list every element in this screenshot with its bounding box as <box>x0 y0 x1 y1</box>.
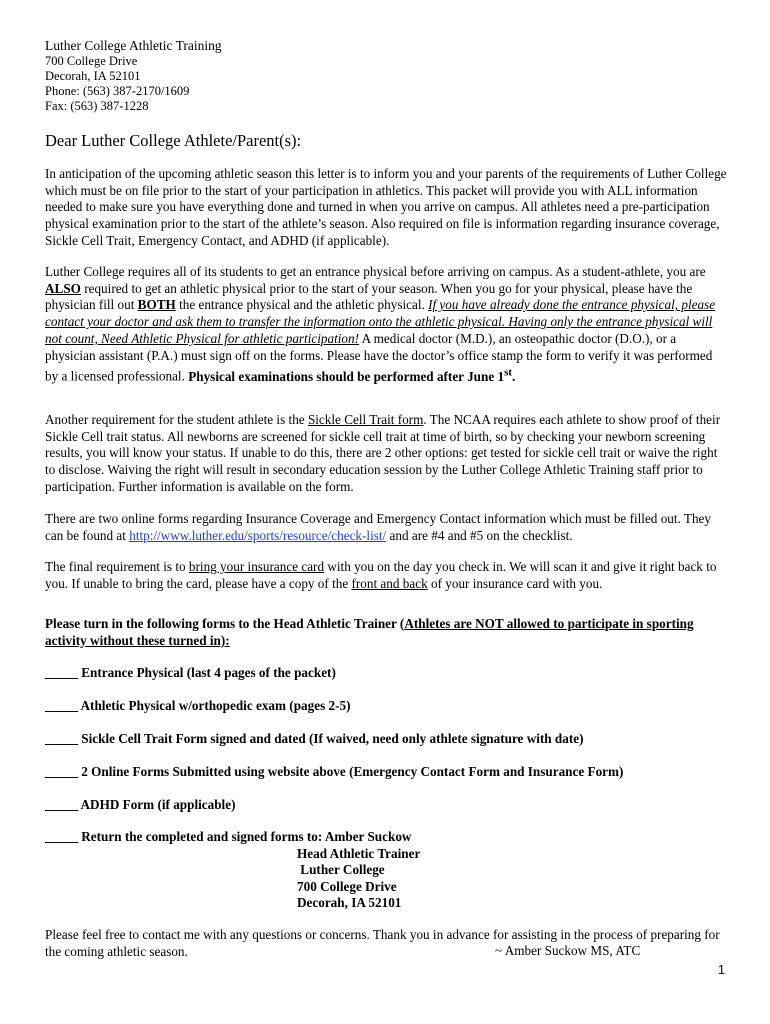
emphasis-also: ALSO <box>45 280 81 296</box>
return-address-org: Luther College <box>297 862 385 877</box>
text-span: Luther College requires all of its students to get an entrance physical before arriving on campus. As a student-athlete, you are <box>45 264 706 279</box>
text-span: and are #4 and #5 on the checklist. <box>386 527 573 543</box>
letterhead <box>45 38 445 114</box>
text-span: A medical doctor (M.D.), an osteopathic doctor (D.O.), or a physician assistant (P.A.) must sign off on the forms. Please have the doctor’s office stamp the form to verify it was performed by a licensed professional. <box>45 330 713 384</box>
insurance-card-emphasis: bring your insurance card <box>188 559 325 574</box>
text-span: Please turn in the following forms to the Head Athletic Trainer ( <box>45 616 405 631</box>
checklist-item: _____ ADHD Form (if applicable) <box>45 797 236 812</box>
return-address-street: 700 College Drive <box>297 879 397 894</box>
text-span: Another requirement for the student athlete is the <box>45 412 308 427</box>
instruction-warning: Athletes are NOT allowed to participate in sporting activity without these turned in): <box>45 616 694 648</box>
paragraph-physical <box>45 264 728 385</box>
paragraph-online-forms <box>45 511 728 544</box>
deadline-period: . <box>512 368 516 384</box>
page-number: 1 <box>718 963 725 977</box>
text-span: with you on the day you check in. We will scan it and give it right back to you. If unable to bring the card, please have a copy of the <box>45 559 717 591</box>
letterhead-phone: Phone: (563) 387-2170/1609 <box>45 84 190 98</box>
letterhead-street: 700 College Drive <box>45 54 138 68</box>
text-span: . The NCAA requires each athlete to show proof of their Sickle Cell trait status. All newborns are screened for sickle cell trait at time of birth, so by checking your newborn screening results, you will know your status. If unable to do this, there are 2 other options: get tested for sickle cell trait or waive the right to disclose. Waiving the right will result in secondary education session by the Luther College Athletic Training staff prior to participation. Further information is available on the form. <box>45 412 721 494</box>
letterhead-org: Luther College Athletic Training <box>45 38 222 53</box>
salutation: Dear Luther College Athlete/Parent(s): <box>45 131 302 150</box>
deadline-text: Physical examinations should be performed after June 1 <box>188 368 505 384</box>
text-span: The final requirement is to <box>45 559 189 574</box>
checklist-item: _____ Return the completed and signed forms to: Amber Suckow <box>45 829 412 844</box>
closing-paragraph: Please feel free to contact me with any questions or concerns. Thank you in advance for assisting in the process of preparing for the coming athletic season. <box>45 927 720 959</box>
ordinal-suffix: st <box>504 366 513 379</box>
signature: ~ Amber Suckow MS, ATC <box>495 943 641 958</box>
checklist-item: _____ Athletic Physical w/orthopedic exam (pages 2-5) <box>45 698 351 713</box>
paragraph-intro: In anticipation of the upcoming athletic season this letter is to inform you and your parents of the requirements of Luther College which must be on file prior to the start of your participation in athletics. This packet will provide you with ALL information needed to make sure you have everything done and turned in when you arrive on campus. All athletes need a pre-participation physical examination prior to the start of the athlete’s season. Also required on file is information regarding insurance coverage, Sickle Cell Trait, Emergency Contact, and ADHD (if applicable). <box>45 166 727 248</box>
instruction-heading <box>45 616 728 649</box>
checklist-item: _____ 2 Online Forms Submitted using website above (Emergency Contact Form and Insurance Form) <box>45 764 624 779</box>
italic-note: If you have already done the entrance physical, please contact your doctor and ask them to transfer the information onto the athletic physical. Having only the entrance physical will not count, Need Athletic Physical for athletic participation! <box>45 297 716 346</box>
text-span: required to get an athletic physical prior to the start of your season. When you go for your physical, please have the physician fill out <box>45 280 693 313</box>
text-span: There are two online forms regarding Insurance Coverage and Emergency Contact information which must be filled out. They can be found at <box>45 511 712 543</box>
checklist-url-link[interactable]: http://www.luther.edu/sports/resource/check-list/ <box>129 527 387 543</box>
emphasis-both: BOTH <box>137 297 176 313</box>
bold-deadline <box>188 366 516 384</box>
sickle-cell-form-link: Sickle Cell Trait form <box>307 412 424 427</box>
front-back-emphasis: front and back <box>351 575 428 591</box>
checklist-item: _____ Entrance Physical (last 4 pages of the packet) <box>45 665 336 680</box>
paragraph-sickle-cell <box>45 412 728 496</box>
return-address-title: Head Athletic Trainer <box>297 846 421 861</box>
checklist-item: _____ Sickle Cell Trait Form signed and dated (If waived, need only athlete signature with date) <box>45 731 584 746</box>
text-span: of your insurance card with you. <box>427 575 603 591</box>
text-span: the entrance physical and the athletic physical. <box>175 297 429 313</box>
return-address-city: Decorah, IA 52101 <box>297 895 402 910</box>
letterhead-city: Decorah, IA 52101 <box>45 69 141 83</box>
letterhead-fax: Fax: (563) 387-1228 <box>45 99 149 113</box>
paragraph-insurance-card <box>45 559 728 592</box>
